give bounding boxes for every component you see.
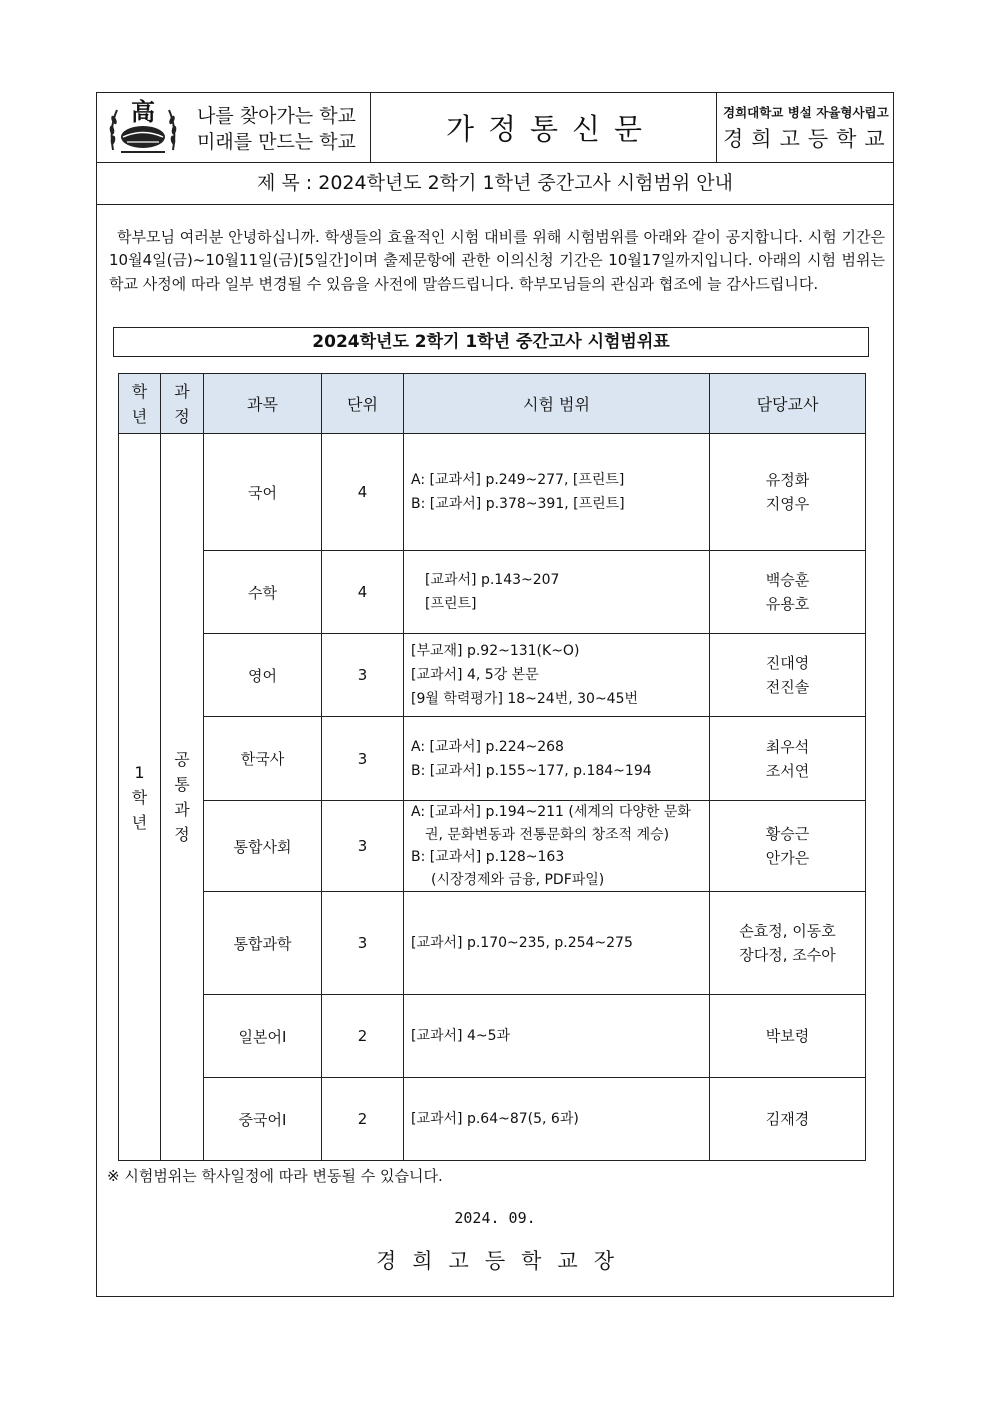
grade-cell: 1 학 년: [119, 434, 161, 1161]
teacher-cell: 최우석 조서연: [710, 717, 866, 801]
units-cell: 4: [322, 434, 404, 551]
document-title: 가정통신문: [445, 112, 657, 146]
teacher-cell: 유정화 지영우: [710, 434, 866, 551]
subject-cell: 영어: [204, 634, 322, 717]
issue-date: 2024. 09.: [454, 1209, 536, 1227]
subject-cell: 일본어Ⅰ: [204, 995, 322, 1078]
header-course: 과 정: [161, 374, 204, 434]
footnote: ※ 시험범위는 학사일정에 따라 변동될 수 있습니다.: [107, 1167, 443, 1185]
subject-cell: 수학: [204, 551, 322, 634]
header-subject: 과목: [204, 374, 322, 434]
teacher-cell: 황승근 안가은: [710, 801, 866, 892]
table-row: [119, 801, 866, 892]
range-cell: A: [교과서] p.224~268 B: [교과서] p.155~177, p.184~194: [404, 717, 710, 801]
school-affiliation: 경희대학교 병설 자율형사립고: [723, 105, 889, 120]
intro-paragraph: 학부모님 여러분 안녕하십니까. 학생들의 효율적인 시험 대비를 위해 시험범위를 아래와 같이 공지합니다. 시험 기간은 10월4일(금)~10월11일(금)[5일간]이며 출제문항에 관한 이의신청 기간은 10월17일까지입니다. 아래의 시험 범위는 학교 사정에 따라 일부 변경될 수 있음을 사전에 말씀드립니다. 학부모님들의 관심과 협조에 늘 감사드립니다.: [109, 228, 885, 293]
letterhead: [97, 93, 893, 163]
table-row: [119, 892, 866, 995]
school-name: 경희고등학교: [723, 127, 893, 151]
units-cell: 3: [322, 717, 404, 801]
range-cell: [교과서] p.143~207 [프린트]: [404, 551, 710, 634]
header-range: 시험 범위: [404, 374, 710, 434]
table-row: [119, 995, 866, 1078]
table-header-row: [119, 374, 866, 434]
units-cell: 4: [322, 551, 404, 634]
subject-cell: 통합과학: [204, 892, 322, 995]
slogan-cell: [183, 93, 371, 162]
slogan-line-2: 미래를 만드는 학교: [197, 131, 356, 153]
table-row: [119, 551, 866, 634]
subject-cell: 한국사: [204, 717, 322, 801]
school-cell: [717, 93, 893, 162]
subject-cell: 중국어Ⅰ: [204, 1078, 322, 1161]
range-cell: A: [교과서] p.249~277, [프린트] B: [교과서] p.378~391, [프린트]: [404, 434, 710, 551]
teacher-cell: 손효정, 이동호 장다정, 조수아: [710, 892, 866, 995]
teacher-cell: 백승훈 유용호: [710, 551, 866, 634]
notice-document: [96, 92, 894, 1297]
range-cell: [교과서] p.64~87(5, 6과): [404, 1078, 710, 1161]
range-cell: [부교재] p.92~131(K~O) [교과서] 4, 5강 본문 [9월 학력평가] 18~24번, 30~45번: [404, 634, 710, 717]
subject-cell: 통합사회: [204, 801, 322, 892]
header-units: 단위: [322, 374, 404, 434]
teacher-cell: 김재경: [710, 1078, 866, 1161]
table-row: [119, 717, 866, 801]
range-cell: [교과서] 4~5과: [404, 995, 710, 1078]
units-cell: 3: [322, 801, 404, 892]
subject-line: 제 목 : 2024학년도 2학기 1학년 중간고사 시험범위 안내: [97, 162, 893, 205]
header-grade: 학 년: [119, 374, 161, 434]
units-cell: 3: [322, 892, 404, 995]
principal-signature: 경희고등학교장: [375, 1249, 630, 1273]
school-emblem-icon: [107, 96, 179, 158]
teacher-cell: 박보령: [710, 995, 866, 1078]
header-teacher: 담당교사: [710, 374, 866, 434]
table-row: [119, 634, 866, 717]
subject-cell: 국어: [204, 434, 322, 551]
exam-range-table: [118, 373, 866, 1161]
units-cell: 2: [322, 995, 404, 1078]
emblem-char: 高: [131, 97, 155, 126]
table-row: [119, 1078, 866, 1161]
document-title-cell: [371, 93, 717, 162]
table-caption: 2024학년도 2학기 1학년 중간고사 시험범위표: [113, 327, 869, 357]
units-cell: 3: [322, 634, 404, 717]
table-row: [119, 434, 866, 551]
course-cell: 공 통 과 정: [161, 434, 204, 1161]
units-cell: 2: [322, 1078, 404, 1161]
teacher-cell: 진대영 전진솔: [710, 634, 866, 717]
school-logo-cell: [97, 93, 183, 162]
range-cell: A: [교과서] p.194~211 (세계의 다양한 문화 권, 문화변동과 전통문화의 창조적 계승) B: [교과서] p.128~163 (시장경제와 금융, PDF파일): [404, 801, 710, 892]
range-cell: [교과서] p.170~235, p.254~275: [404, 892, 710, 995]
slogan-line-1: 나를 찾아가는 학교: [197, 105, 356, 127]
